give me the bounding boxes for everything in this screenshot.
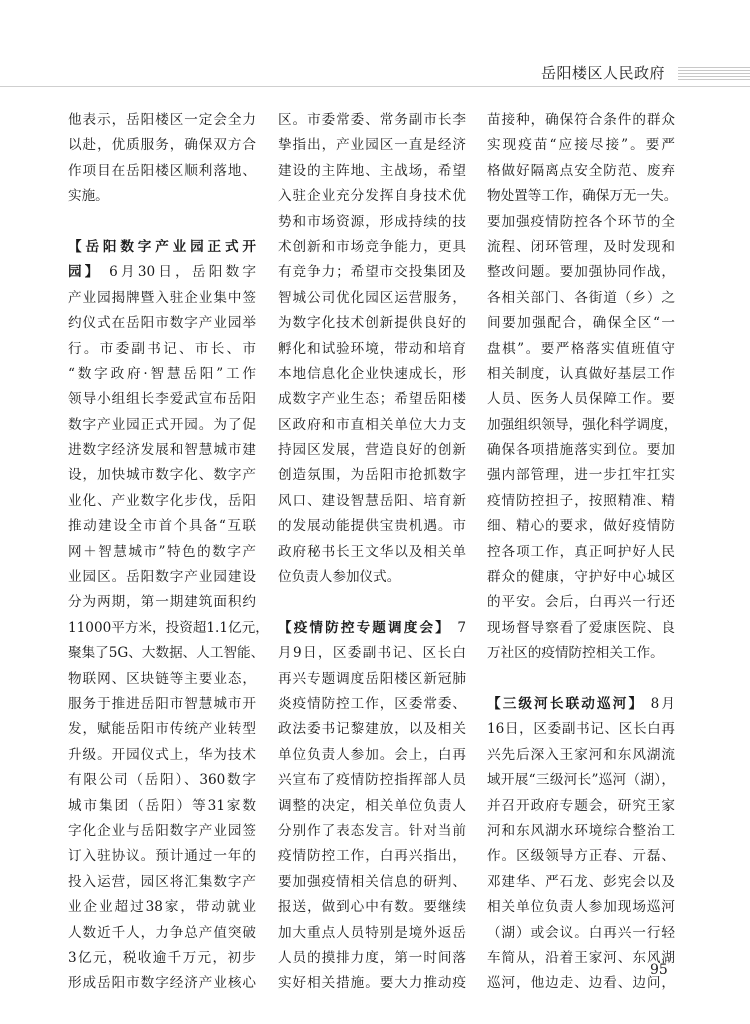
text-line	[487, 946, 675, 971]
body-text: 区政府和市直相关单位大力支	[278, 416, 466, 433]
text-line	[487, 133, 675, 158]
body-text: 孵化和试验环境，带动和培育	[278, 340, 466, 357]
body-text: 8月	[644, 695, 675, 712]
body-text: 间要加强配合，确保全区“一	[487, 315, 675, 332]
section-heading: 【岳阳数字产业园正式开	[68, 238, 256, 255]
body-text: 投入运营，园区将汇集数字产	[68, 873, 256, 890]
text-line	[68, 921, 256, 946]
text-line	[68, 463, 256, 488]
text-line	[278, 921, 466, 946]
body-text: 物处置等工作，确保万无一失。	[487, 188, 678, 205]
text-line	[487, 311, 675, 336]
header-title: 岳阳楼区人民政府	[540, 64, 665, 82]
body-text: 本地信息化企业快速成长，形	[278, 365, 466, 382]
text-line	[278, 362, 466, 387]
body-text: 要加强疫情防控各个环节的全	[487, 213, 675, 230]
body-text: 入驻企业充分发挥自身技术优	[278, 188, 466, 205]
body-text: 加大重点人员特别是境外返岳	[278, 924, 466, 941]
body-text: 推动建设全市首个具备“互联	[68, 518, 256, 535]
body-text: 升级。开园仪式上，华为技术	[68, 746, 256, 763]
body-text: 行。市委副书记、市长、市	[68, 340, 256, 357]
body-text: 月9日，区委副书记、区长白	[278, 645, 466, 662]
text-line	[68, 667, 256, 692]
text-line	[278, 540, 466, 565]
text-line	[278, 819, 466, 844]
body-text: 疫情防控担子，按照精准、精	[487, 492, 675, 509]
body-text: 炎疫情防控工作，区委常委、	[278, 695, 466, 712]
body-text: 疫情防控工作，白再兴指出，	[278, 848, 466, 865]
body-text: 兴宣布了疫情防控指挥部人员	[278, 772, 466, 789]
text-line	[487, 184, 678, 209]
text-line	[278, 210, 466, 235]
text-line	[278, 794, 466, 819]
body-text: 7	[450, 619, 466, 636]
text-line	[487, 438, 675, 463]
body-text: 业企业超过38家，带动就业	[68, 899, 256, 916]
body-text: 数字产业园正式开园。为了促	[68, 416, 256, 433]
text-line	[278, 463, 466, 488]
body-text: “数字政府·智慧岳阳”工作	[68, 365, 256, 382]
body-text: 聚集了5G、大数据、人工智能、	[68, 645, 265, 662]
body-text: 整改问题。要加强协同作战，	[487, 264, 675, 281]
body-text: 相关制度，认真做好基层工作	[487, 365, 675, 382]
text-line	[68, 819, 256, 844]
body-text: 约仪式在岳阳市数字产业园举	[68, 315, 256, 332]
body-text: 邓建华、严石龙、彭宪会以及	[487, 873, 675, 890]
body-text: 人员、医务人员保障工作。要	[487, 391, 675, 408]
body-text: 领导小组组长李爱武宣布岳阳	[68, 391, 256, 408]
text-line	[68, 971, 256, 996]
body-text: 强内部管理，进一步扛牢扛实	[487, 467, 675, 484]
body-text: 持园区发展，营造良好的创新	[278, 442, 466, 459]
text-line	[487, 590, 675, 615]
body-text: 作。区级领导方正春、亓磊、	[487, 848, 675, 865]
text-line	[487, 540, 675, 565]
text-line	[487, 463, 675, 488]
text-line	[278, 438, 466, 463]
text-line	[68, 311, 256, 336]
text-line	[278, 641, 466, 666]
text-line	[278, 692, 466, 717]
body-text: 6月30日，岳阳数字	[101, 264, 256, 281]
body-text: 各相关部门、各街道（乡）之	[487, 289, 675, 306]
body-text: 政法委书记黎建放，以及相关	[278, 721, 466, 738]
section-heading: 【疫情防控专题调度会】	[278, 619, 451, 636]
text-line	[68, 768, 256, 793]
body-text: 河和东风湖水环境综合整治工	[487, 822, 675, 839]
text-line	[487, 717, 675, 742]
text-line	[487, 616, 675, 641]
body-text: 的平安。会后，白再兴一行还	[487, 594, 675, 611]
text-line	[487, 210, 675, 235]
body-text: 人数近千人，力争总产值突破	[68, 924, 256, 941]
text-line	[278, 971, 466, 996]
body-text: 有限公司（岳阳）、360数字	[68, 772, 256, 789]
text-line	[487, 921, 675, 946]
text-line	[68, 337, 256, 362]
text-line	[487, 844, 675, 869]
body-text: 16日，区委副书记、区长白再	[487, 721, 675, 738]
body-text: 服务于推进岳阳市智慧城市开	[68, 695, 256, 712]
text-line	[278, 768, 466, 793]
text-line	[278, 667, 466, 692]
body-text: 作项目在岳阳楼区顺利落地、	[68, 162, 256, 179]
body-text: 11000平方米，投资超1.1亿元，	[68, 619, 269, 636]
body-text: 车简从，沿着王家河、东风湖	[487, 949, 675, 966]
text-line	[278, 565, 466, 590]
text-line	[68, 616, 269, 641]
body-text: 分为两期，第一期建筑面积约	[68, 594, 256, 611]
text-line	[278, 895, 466, 920]
body-text: 兴先后深入王家河和东风湖流	[487, 746, 675, 763]
body-text: 位负责人参加仪式。	[278, 569, 401, 586]
text-line	[487, 260, 675, 285]
header-rule	[0, 86, 750, 87]
text-line	[487, 895, 675, 920]
text-line	[68, 438, 256, 463]
body-text: 报送，做到心中有数。要继续	[278, 899, 466, 916]
text-line	[68, 489, 256, 514]
body-text: 实现疫苗“应接尽接”。要严	[487, 137, 675, 154]
text-line	[278, 387, 466, 412]
body-text: 风口、建设智慧岳阳、培育新	[278, 492, 466, 509]
body-text: 势和市场资源，形成持续的技	[278, 213, 466, 230]
body-text: 业园区。岳阳数字产业园建设	[68, 569, 256, 586]
text-line	[278, 844, 466, 869]
text-line	[487, 337, 675, 362]
body-text: 确保各项措施落实到位。要加	[487, 442, 675, 459]
text-line	[68, 108, 256, 133]
text-line	[68, 413, 256, 438]
body-text: 订入驻协议。预计通过一年的	[68, 848, 256, 865]
text-line	[487, 413, 678, 438]
text-line	[487, 743, 675, 768]
text-column-1	[68, 108, 269, 997]
page-number: 95	[650, 962, 668, 978]
text-line	[487, 235, 675, 260]
body-text: 加强组织领导，强化科学调度，	[487, 416, 678, 433]
text-line	[68, 895, 256, 920]
section-heading: 园】	[68, 264, 102, 281]
text-line	[68, 387, 256, 412]
text-line	[278, 311, 466, 336]
body-text: 他表示，岳阳楼区一定会全力	[68, 112, 256, 128]
text-line	[68, 286, 256, 311]
text-line	[68, 870, 256, 895]
body-text: 发，赋能岳阳市传统产业转型	[68, 721, 256, 738]
text-line	[278, 717, 466, 742]
text-line	[278, 616, 466, 641]
body-text: 格做好隔离点安全防范、废弃	[487, 162, 675, 179]
text-line	[487, 870, 675, 895]
text-line	[278, 946, 466, 971]
body-text: 术创新和市场竞争能力，更具	[278, 238, 466, 255]
text-line	[278, 413, 466, 438]
text-line	[487, 971, 675, 996]
text-line	[487, 362, 675, 387]
text-line	[278, 133, 466, 158]
text-line	[278, 337, 466, 362]
body-text: 政府秘书长王文华以及相关单	[278, 543, 466, 560]
body-text: 实施。	[68, 188, 109, 205]
body-text: 单位负责人参加。会上，白再	[278, 746, 466, 763]
text-line	[68, 692, 256, 717]
text-line	[278, 489, 466, 514]
body-text: 万社区的疫情防控相关工作。	[487, 645, 664, 662]
body-text: 为数字化技术创新提供良好的	[278, 315, 466, 332]
text-line	[487, 565, 675, 590]
body-text: 巡河，他边走、边看、边问，	[487, 975, 675, 992]
body-text: 网＋智慧城市”特色的数字产	[68, 543, 256, 560]
text-line	[68, 844, 256, 869]
text-line	[278, 286, 466, 311]
body-text: 形成岳阳市数字经济产业核心	[68, 975, 256, 992]
text-line	[487, 159, 675, 184]
text-line	[278, 514, 466, 539]
running-header	[0, 60, 750, 88]
body-text: 细、精心的要求，做好疫情防	[487, 518, 675, 535]
text-line	[487, 641, 675, 666]
text-line	[487, 514, 675, 539]
body-text: 业化、产业数字化步伐，岳阳	[68, 492, 256, 509]
text-line	[278, 235, 466, 260]
body-text: 人员的摸排力度，第一时间落	[278, 949, 466, 966]
body-text: 现场督导察看了爱康医院、良	[487, 619, 675, 636]
text-line	[278, 260, 466, 285]
text-line	[68, 641, 265, 666]
body-text: 创造氛围，为岳阳市抢抓数字	[278, 467, 466, 484]
text-line	[68, 743, 256, 768]
body-text: 3亿元，税收逾千万元，初步	[68, 949, 256, 966]
text-line	[68, 133, 256, 158]
text-line	[68, 514, 256, 539]
body-text: 智城公司优化园区运营服务，	[278, 289, 466, 306]
body-text: 城市集团（岳阳）等31家数	[68, 797, 256, 814]
text-line	[487, 286, 675, 311]
body-text: 物联网、区块链等主要业态，	[68, 670, 256, 687]
text-line	[68, 362, 256, 387]
text-line	[68, 184, 256, 209]
header-decoration-lines	[678, 67, 750, 81]
text-line	[68, 260, 256, 285]
body-text: 建设的主阵地、主战场，希望	[278, 162, 466, 179]
body-text: 实好相关措施。要大力推动疫	[278, 975, 466, 992]
body-text: 成数字产业生态；希望岳阳楼	[278, 391, 466, 408]
body-text: 盘棋”。要严格落实值班值守	[487, 340, 675, 357]
body-text: 产业园揭牌暨入驻企业集中签	[68, 289, 256, 306]
paragraph-gap	[278, 590, 466, 615]
text-line	[68, 540, 256, 565]
paragraph-gap	[68, 210, 256, 235]
text-line	[487, 387, 675, 412]
text-line	[68, 235, 256, 260]
body-text: 苗接种，确保符合条件的群众	[487, 112, 675, 128]
text-line	[68, 159, 256, 184]
body-text: 的发展动能提供宝贵机遇。市	[278, 518, 466, 535]
text-line	[68, 590, 256, 615]
body-text: 控各项工作，真正呵护好人民	[487, 543, 675, 560]
body-text: 设，加快城市数字化、数字产	[68, 467, 256, 484]
text-line	[278, 159, 466, 184]
text-line	[68, 946, 256, 971]
body-text: 进数字经济发展和智慧城市建	[68, 442, 256, 459]
text-line	[487, 819, 675, 844]
text-line	[487, 108, 675, 133]
text-line	[278, 743, 466, 768]
text-column-2	[278, 108, 466, 997]
body-text: 再兴专题调度岳阳楼区新冠肺	[278, 670, 466, 687]
body-text: 有竞争力；希望市交投集团及	[278, 264, 466, 281]
text-line	[68, 565, 256, 590]
text-line	[487, 489, 675, 514]
body-text: 区。市委常委、常务副市长李	[278, 112, 466, 128]
text-line	[487, 768, 675, 793]
body-text: 以赴，优质服务，确保双方合	[68, 137, 256, 154]
body-text: 流程、闭环管理，及时发现和	[487, 238, 675, 255]
text-line	[278, 184, 466, 209]
body-text: 并召开政府专题会，研究王家	[487, 797, 675, 814]
text-column-3	[487, 108, 678, 997]
body-text: 挚指出，产业园区一直是经济	[278, 137, 466, 154]
body-text: 字化企业与岳阳数字产业园签	[68, 822, 256, 839]
body-text: 群众的健康，守护好中心城区	[487, 569, 675, 586]
section-heading: 【三级河长联动巡河】	[487, 695, 645, 712]
paragraph-gap	[487, 667, 675, 692]
text-line	[487, 794, 675, 819]
body-text: 调整的决定，相关单位负责人	[278, 797, 466, 814]
text-line	[487, 692, 675, 717]
body-text: 分别作了表态发言。针对当前	[278, 822, 466, 839]
body-text: （湖）或会议。白再兴一行轻	[487, 924, 675, 941]
text-line	[278, 108, 466, 133]
text-line	[68, 794, 256, 819]
text-line	[278, 870, 466, 895]
text-line	[68, 717, 256, 742]
body-text: 相关单位负责人参加现场巡河	[487, 899, 675, 916]
body-text: 域开展“三级河长”巡河（湖），	[487, 772, 675, 789]
body-text: 要加强疫情相关信息的研判、	[278, 873, 466, 890]
